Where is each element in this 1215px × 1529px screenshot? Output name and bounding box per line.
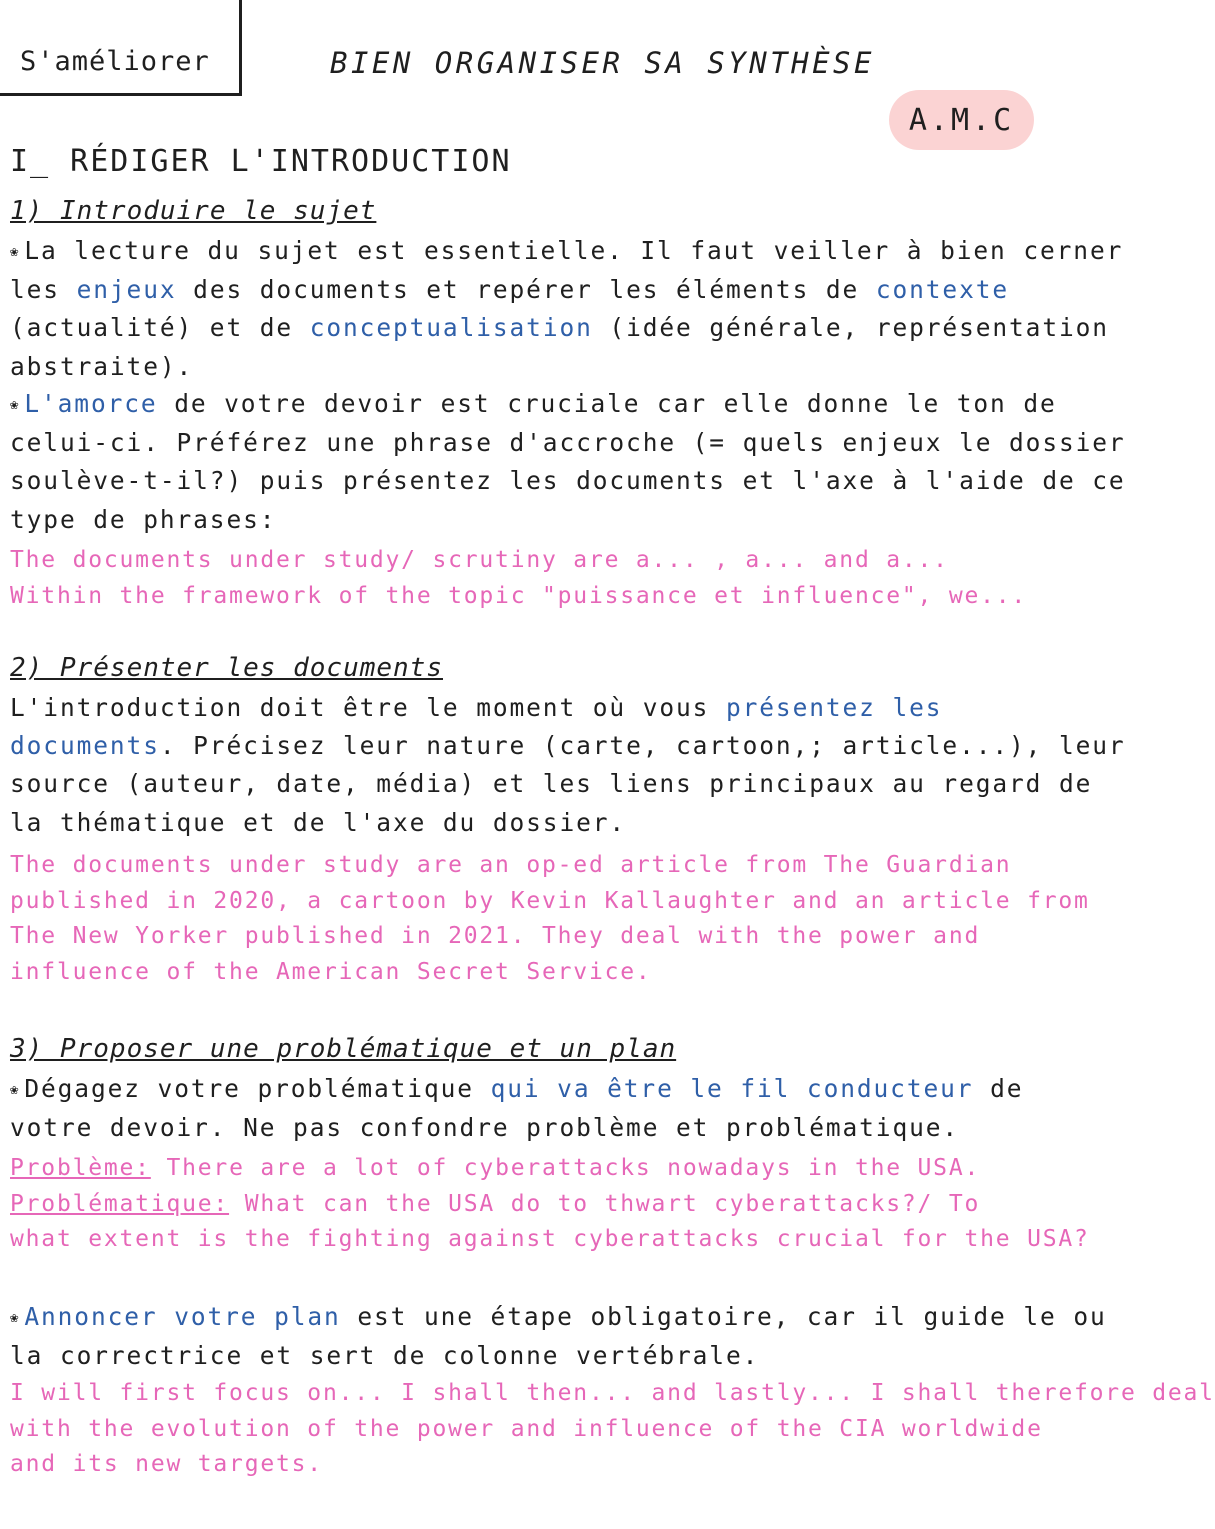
example-line: published in 2020, a cartoon by Kevin Kallaughter and an article from (10, 887, 1090, 914)
text-segment: (actualité) et de (10, 313, 310, 343)
heading-problematique-et-plan: 3) Proposer une problématique et un plan (10, 1034, 677, 1064)
document-title: BIEN ORGANISER SA SYNTHÈSE (330, 46, 875, 80)
section-title: I_ RÉDIGER L'INTRODUCTION (10, 144, 512, 179)
text-line: soulève-t-il?) puis présentez les documents et l'axe à l'aide de ce (10, 466, 1126, 496)
text-line: la thématique et de l'axe du dossier. (10, 807, 627, 837)
example-line: I will first focus on... I shall then... and lastly... I shall therefore deal (10, 1380, 1215, 1406)
label-probleme: Problème: (10, 1155, 151, 1181)
example-line: influence of the American Secret Service. (10, 958, 652, 985)
keyword-enjeux: enjeux (76, 275, 177, 305)
example-amorce (10, 543, 1072, 614)
category-tag-label: S'améliorer (20, 46, 210, 77)
heading-introduire-le-sujet: 1) Introduire le sujet (10, 196, 377, 226)
example-line: Within the framework of the topic "puissance et influence", we... (10, 582, 1028, 609)
keyword-contexte: contexte (875, 275, 1010, 305)
example-line: what extent is the fighting against cyberattacks crucial for the USA? (10, 1226, 1090, 1252)
paragraph-lecture-du-sujet (10, 232, 1124, 386)
flower-bullet-icon: ❀ (10, 397, 21, 413)
example-problematique (10, 1151, 1090, 1258)
example-line: The New Yorker published in 2021. They deal with the power and (10, 923, 981, 949)
text-line: votre devoir. Ne pas confondre problème et problématique. (10, 1113, 960, 1143)
example-line: The documents under study/ scrutiny are a... , a... and a... (10, 547, 949, 573)
text-segment: Dégagez votre problématique (24, 1074, 491, 1103)
heading-presenter-les-documents: 2) Présenter les documents (10, 653, 443, 683)
paragraph-problematique (10, 1070, 1072, 1147)
keyword-documents: documents (10, 731, 160, 761)
keyword-annoncer-votre-plan: Annoncer votre plan (24, 1302, 341, 1331)
text-segment: les (10, 275, 77, 305)
paragraph-presenter-documents (10, 689, 1126, 842)
text-line: celui-ci. Préférez une phrase d'accroche (= quels enjeux le dossier (10, 428, 1126, 458)
text-line: la correctrice et sert de colonne vertébrale. (10, 1341, 760, 1371)
flower-bullet-icon: ❀ (10, 244, 21, 260)
keyword-amorce: L'amorce (24, 389, 158, 418)
text-line: La lecture du sujet est essentielle. Il faut veiller à bien cerner (24, 236, 1124, 265)
keyword-conceptualisation: conceptualisation (309, 313, 593, 343)
example-segment: There are a lot of cyberattacks nowadays in the USA. (150, 1155, 981, 1181)
text-segment: de votre devoir est cruciale car elle donne le ton de (157, 389, 1057, 418)
example-documents (10, 848, 1090, 990)
paragraph-annoncer-plan (10, 1298, 1107, 1375)
text-line: source (auteur, date, média) et les liens principaux au regard de (10, 769, 1093, 799)
label-problematique: Problématique: (10, 1190, 230, 1217)
flower-bullet-icon: ❀ (10, 1082, 21, 1098)
keyword-fil-conducteur: qui va être le fil conducteur (490, 1074, 974, 1103)
example-line: with the evolution of the power and influence of the CIA worldwide (10, 1415, 1043, 1442)
text-segment: L'introduction doit être le moment où vous (10, 693, 726, 722)
example-plan (10, 1376, 1215, 1483)
text-segment: de (973, 1074, 1024, 1103)
example-segment: What can the USA do to thwart cyberattacks?/ To (229, 1190, 981, 1217)
text-line: type de phrases: (10, 504, 277, 534)
example-line: and its new targets. (10, 1451, 323, 1477)
text-segment: des documents et repérer les éléments de (176, 275, 876, 305)
paragraph-amorce (10, 385, 1126, 539)
example-line: The documents under study are an op-ed article from The Guardian (10, 852, 1012, 878)
text-line: abstraite). (10, 351, 194, 381)
keyword-presentez-les: présentez les (725, 693, 943, 722)
text-segment: (idée générale, représentation (592, 313, 1109, 343)
text-segment: . Précisez leur nature (carte, cartoon,; article...), leur (159, 731, 1126, 761)
author-badge: A.M.C (889, 90, 1034, 150)
flower-bullet-icon: ❀ (10, 1310, 21, 1326)
category-tag (0, 0, 242, 96)
text-segment: est une étape obligatoire, car il guide le ou (340, 1302, 1107, 1331)
